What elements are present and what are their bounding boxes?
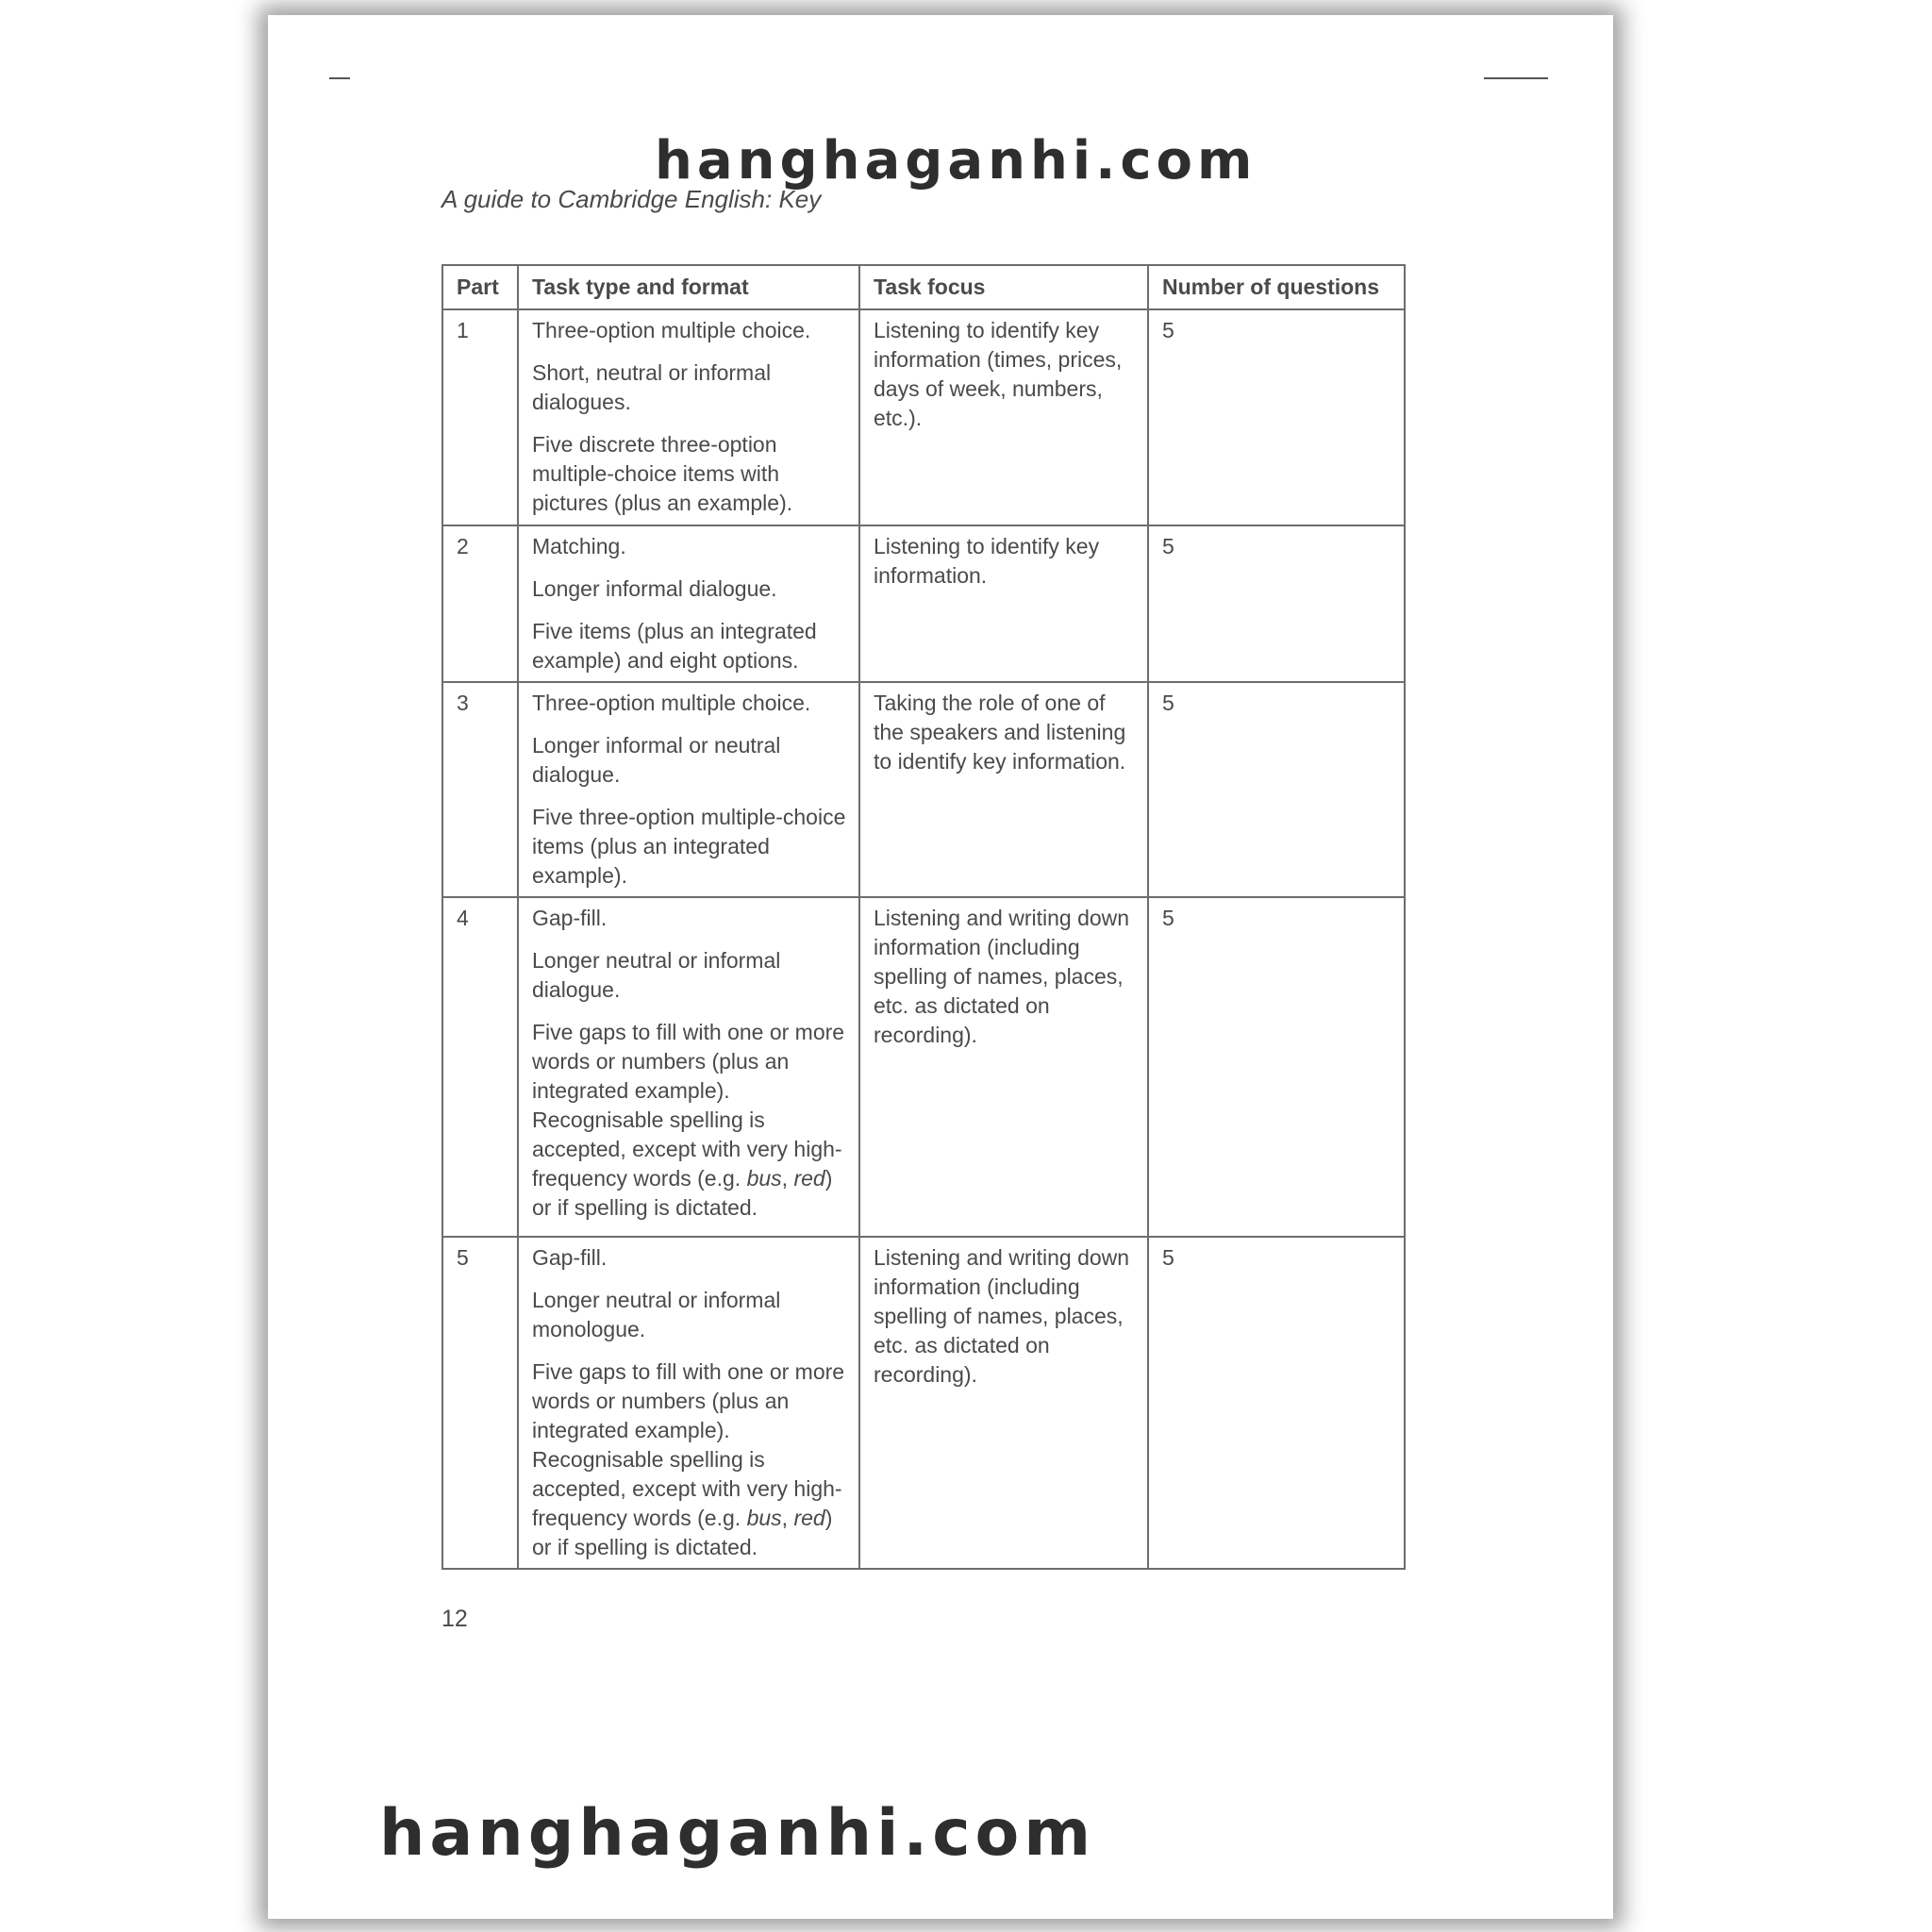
task-type-cell xyxy=(518,309,859,525)
part-cell: 4 xyxy=(442,897,518,1237)
task-paragraph: Five three-option multiple-choice items (plus an integrated example). xyxy=(532,805,846,888)
task-type-cell xyxy=(518,525,859,682)
column-header-number-of-questions: Number of questions xyxy=(1148,265,1405,309)
table-header-row xyxy=(442,265,1405,309)
detail-text: Five gaps to fill with one or more words or numbers (plus an integrated example). Recognisable spelling is accepted, except with very high-frequency words (e.g. xyxy=(532,1359,845,1530)
example-word: red xyxy=(793,1166,825,1191)
crop-mark-right xyxy=(1484,77,1548,79)
part-cell: 5 xyxy=(442,1237,518,1569)
example-word: red xyxy=(793,1506,825,1530)
document-page xyxy=(268,15,1613,1919)
task-paragraph: Three-option multiple choice. xyxy=(532,691,811,715)
task-paragraph: Matching. xyxy=(532,534,626,558)
number-of-questions-cell: 5 xyxy=(1148,525,1405,682)
part-cell: 1 xyxy=(442,309,518,525)
task-paragraph: Longer neutral or informal dialogue. xyxy=(532,948,781,1002)
table-row xyxy=(442,309,1405,525)
task-paragraph: Longer neutral or informal monologue. xyxy=(532,1288,781,1341)
example-word: bus xyxy=(746,1166,782,1191)
column-header-task-type: Task type and format xyxy=(518,265,859,309)
task-paragraph: Five items (plus an integrated example) and eight options. xyxy=(532,619,817,673)
task-paragraph: Longer informal or neutral dialogue. xyxy=(532,733,781,787)
task-focus-cell: Listening and writing down information (including spelling of names, places, etc. as dictated on recording). xyxy=(859,1237,1148,1569)
detail-text: Five gaps to fill with one or more words or numbers (plus an integrated example). Recognisable spelling is accepted, except with very high-frequency words (e.g. xyxy=(532,1020,845,1191)
task-type-cell xyxy=(518,897,859,1237)
detail-text: ) or if spelling is dictated. xyxy=(532,1166,833,1220)
detail-text: , xyxy=(781,1506,794,1530)
running-header: A guide to Cambridge English: Key xyxy=(441,185,822,213)
column-header-part: Part xyxy=(442,265,518,309)
task-paragraph: Five discrete three-option multiple-choice items with pictures (plus an example). xyxy=(532,432,793,515)
task-type-cell xyxy=(518,682,859,897)
page-number: 12 xyxy=(441,1606,468,1632)
task-focus-cell: Listening and writing down information (including spelling of names, places, etc. as dictated on recording). xyxy=(859,897,1148,1237)
detail-text: , xyxy=(781,1166,794,1191)
task-paragraph-detail xyxy=(532,1357,847,1562)
number-of-questions-cell: 5 xyxy=(1148,682,1405,897)
table-row xyxy=(442,1237,1405,1569)
detail-text: ) or if spelling is dictated. xyxy=(532,1506,833,1559)
task-focus-cell: Listening to identify key information (times, prices, days of week, numbers, etc.). xyxy=(859,309,1148,525)
number-of-questions-cell: 5 xyxy=(1148,309,1405,525)
number-of-questions-cell: 5 xyxy=(1148,1237,1405,1569)
table-row xyxy=(442,897,1405,1237)
part-cell: 2 xyxy=(442,525,518,682)
task-paragraph: Gap-fill. xyxy=(532,1245,608,1270)
table-row xyxy=(442,525,1405,682)
task-paragraph-detail xyxy=(532,1018,847,1223)
task-paragraph: Short, neutral or informal dialogues. xyxy=(532,360,772,414)
crop-mark-left xyxy=(329,77,350,79)
column-header-task-focus: Task focus xyxy=(859,265,1148,309)
task-paragraph: Gap-fill. xyxy=(532,906,608,930)
task-focus-cell: Taking the role of one of the speakers and listening to identify key information. xyxy=(859,682,1148,897)
task-focus-cell: Listening to identify key information. xyxy=(859,525,1148,682)
listening-format-table xyxy=(441,264,1406,1570)
task-paragraph: Longer informal dialogue. xyxy=(532,576,777,601)
example-word: bus xyxy=(746,1506,782,1530)
part-cell: 3 xyxy=(442,682,518,897)
task-paragraph: Three-option multiple choice. xyxy=(532,318,811,342)
watermark-top: hanghaganhi.com xyxy=(655,130,1257,192)
table-row xyxy=(442,682,1405,897)
number-of-questions-cell: 5 xyxy=(1148,897,1405,1237)
task-type-cell xyxy=(518,1237,859,1569)
watermark-bottom: hanghaganhi.com xyxy=(379,1796,1096,1871)
